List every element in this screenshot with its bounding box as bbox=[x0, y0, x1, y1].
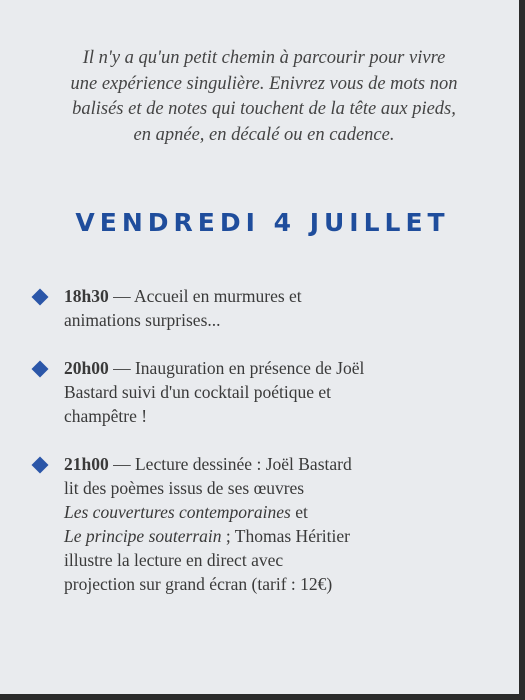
date-heading: VENDREDI 4 JUILLET bbox=[75, 208, 450, 237]
event-text: ; Thomas Héritier bbox=[221, 526, 350, 546]
work-title: Le principe souterrain bbox=[64, 526, 222, 546]
intro-line: en apnée, en décalé ou en cadence. bbox=[133, 124, 395, 145]
diamond-bullet-icon bbox=[32, 289, 49, 306]
event-line: lit des poèmes issus de ses œuvres bbox=[64, 478, 305, 498]
intro-line: Il n'y a qu'un petit chemin à parcourir pour vivre bbox=[82, 48, 446, 68]
event-time: 18h30 bbox=[64, 286, 109, 306]
intro-line: balisés et de notes qui touchent de la tête aux pieds, bbox=[72, 99, 456, 119]
event-item bbox=[30, 356, 490, 428]
event-line bbox=[64, 500, 490, 524]
event-line bbox=[64, 524, 490, 548]
work-title: Les couvertures contemporaines bbox=[64, 502, 291, 522]
event-description: — Accueil en murmures et bbox=[108, 286, 302, 306]
intro-line: une expérience singulière. Enivrez vous de mots non bbox=[70, 73, 458, 94]
event-line: champêtre ! bbox=[64, 406, 148, 426]
window-border-right bbox=[519, 0, 525, 700]
event-line: projection sur grand écran (tarif : 12€) bbox=[64, 574, 333, 594]
event-time: 21h00 bbox=[64, 454, 109, 474]
event-line: illustre la lecture en direct avec bbox=[64, 550, 284, 570]
diamond-bullet-icon bbox=[32, 457, 49, 474]
event-description: — Lecture dessinée : Joël Bastard bbox=[108, 454, 352, 474]
event-time: 20h00 bbox=[64, 358, 109, 378]
event-line bbox=[64, 452, 490, 476]
event-text: et bbox=[290, 502, 308, 522]
event-list bbox=[30, 284, 490, 620]
event-line bbox=[64, 284, 490, 308]
intro-paragraph bbox=[28, 46, 500, 148]
window-border-bottom bbox=[0, 694, 525, 700]
event-line: animations surprises... bbox=[64, 310, 221, 330]
diamond-bullet-icon bbox=[32, 361, 49, 378]
event-description: — Inauguration en présence de Joël bbox=[108, 358, 365, 378]
event-item bbox=[30, 284, 490, 332]
event-line: Bastard suivi d'un cocktail poétique et bbox=[64, 382, 332, 402]
event-item bbox=[30, 452, 490, 596]
event-line bbox=[64, 356, 490, 380]
